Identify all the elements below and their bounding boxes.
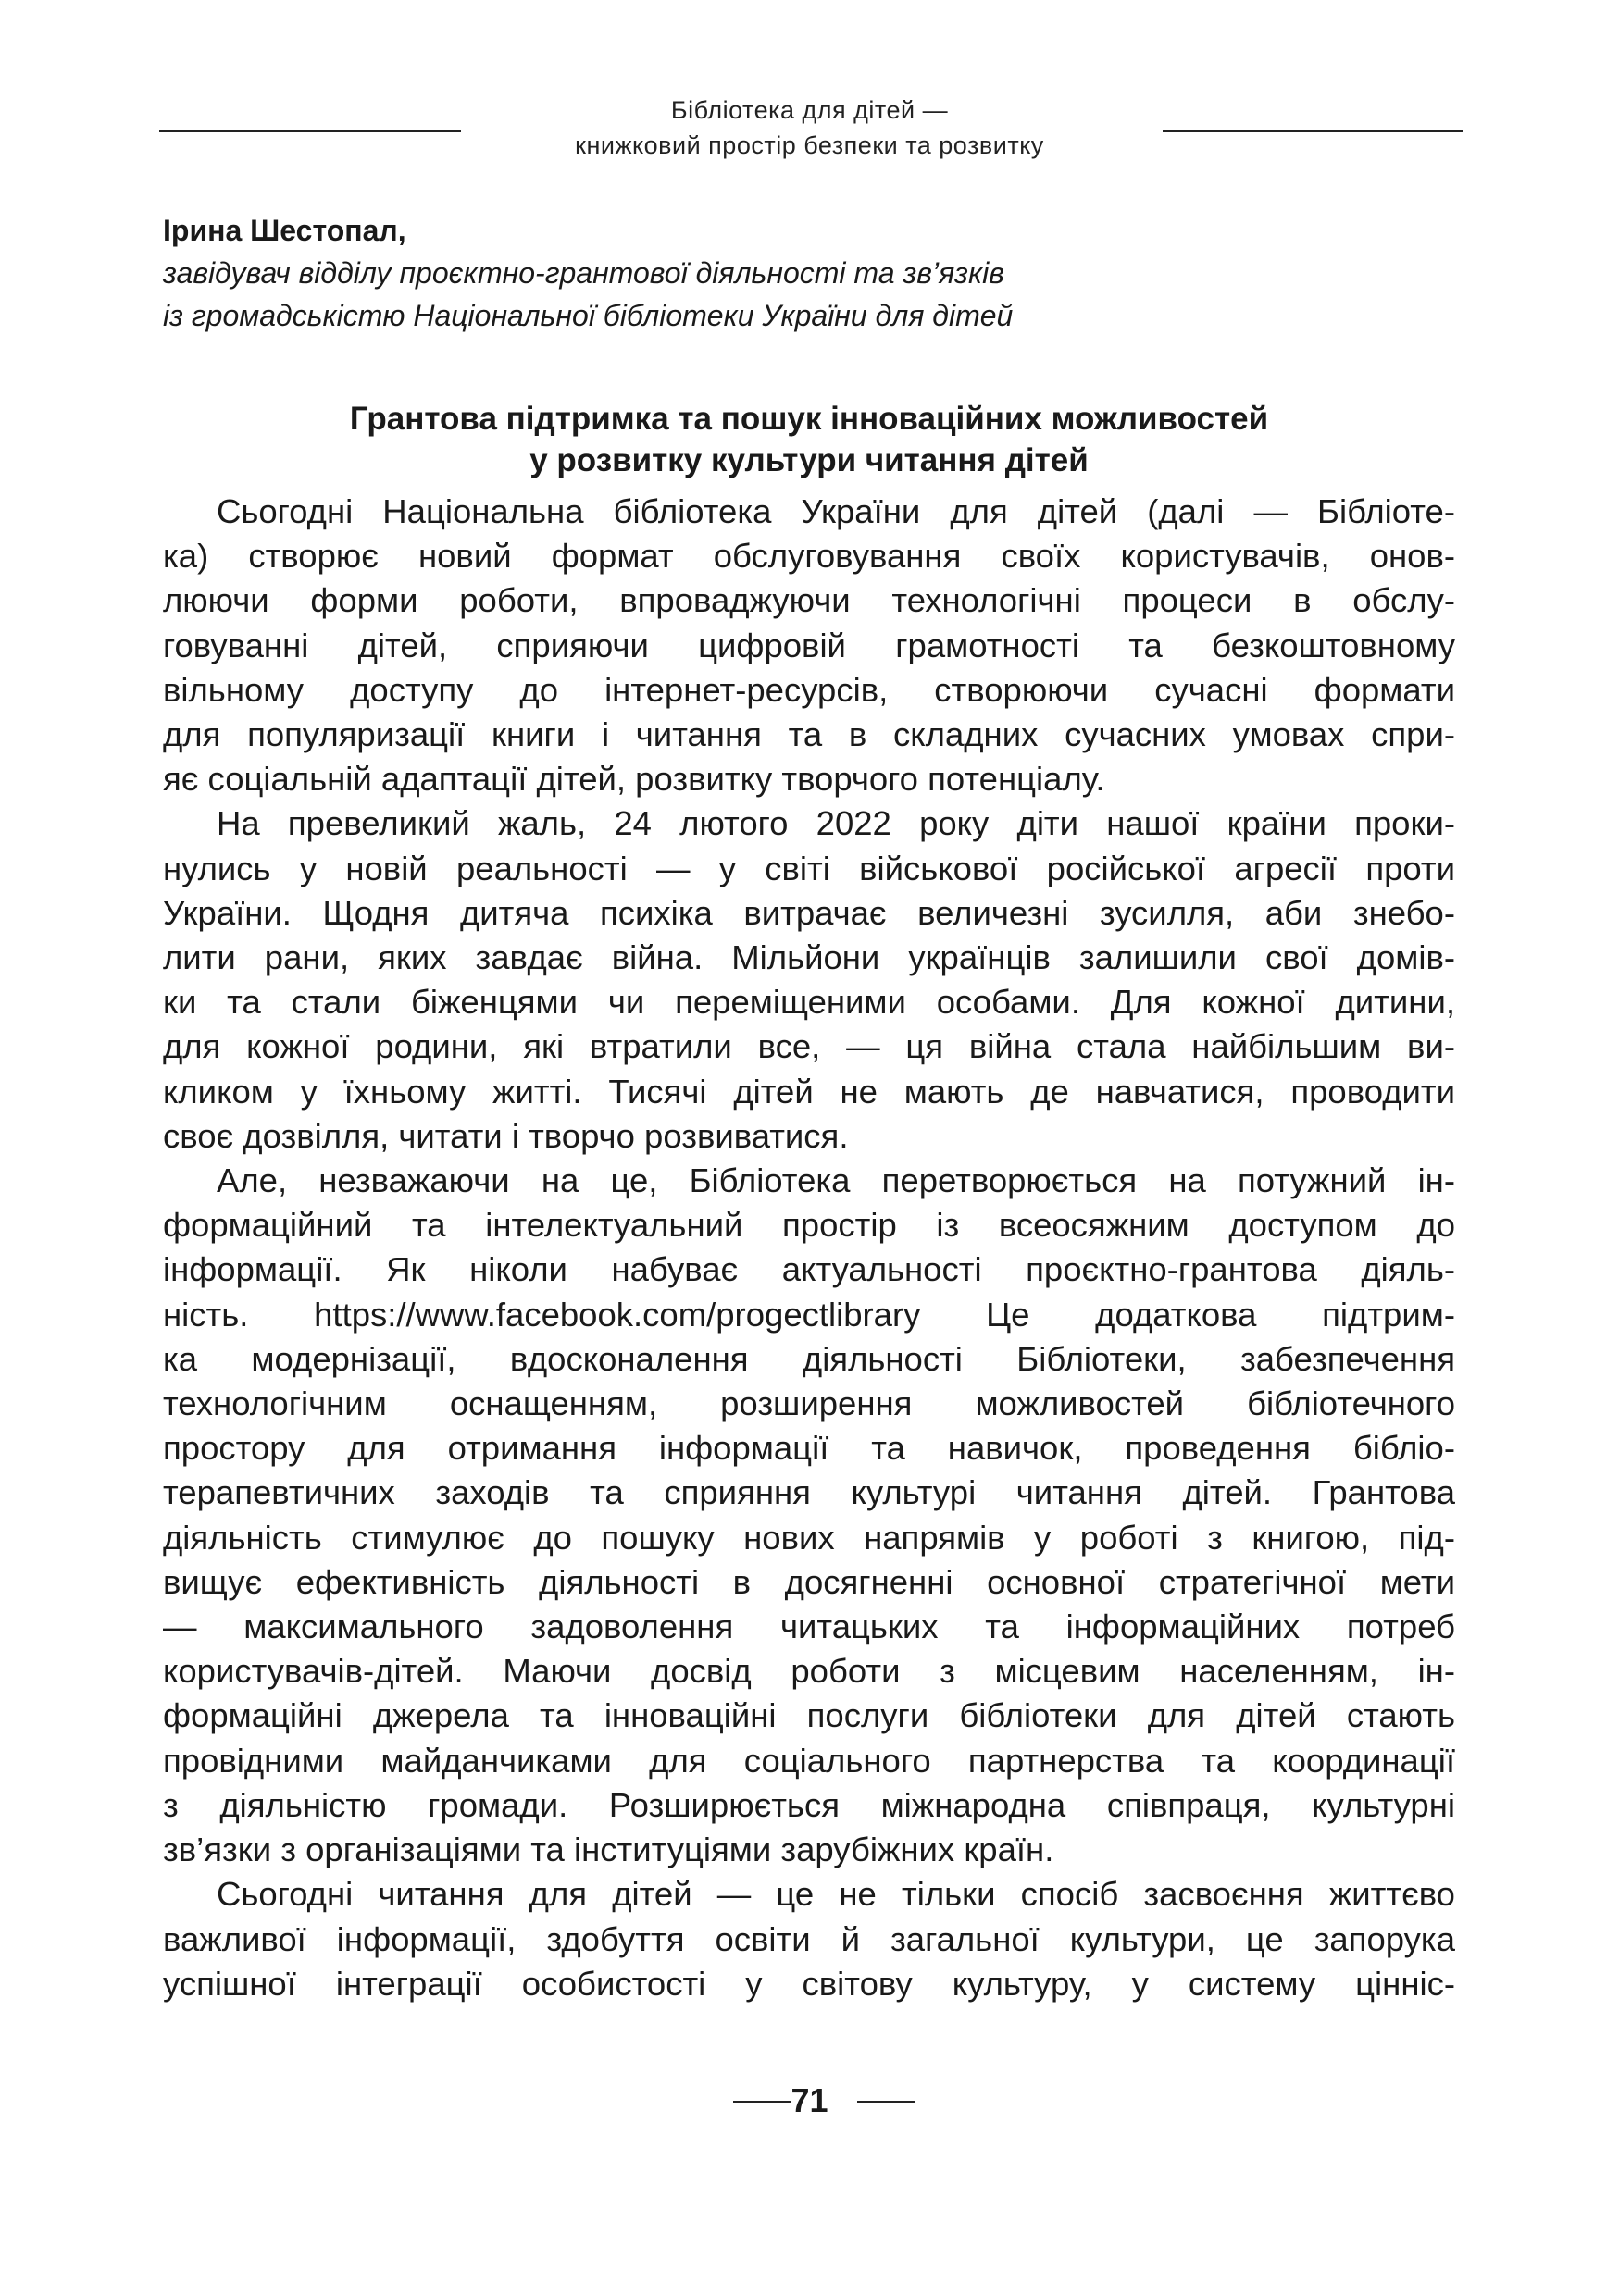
author-block [163, 209, 1459, 337]
author-position-line-1: завідувач відділу проєктно-грантової діяльності та зв’язків [163, 256, 1004, 290]
body-line: технологічним оснащенням, розширення можливостей бібліотечного [163, 1384, 1455, 1423]
body-line: люючи форми роботи, впроваджуючи технологічні процеси в обслу- [163, 581, 1455, 620]
body-line: говуванні дітей, сприяючи цифровій грамотності та безкоштовному [163, 626, 1455, 664]
article-title-line-2: у розвитку культури читання дітей [529, 442, 1089, 478]
article-title-line-1: Грантова підтримка та пошук інноваційних можливостей [349, 401, 1269, 437]
body-line: простору для отримання інформації та навичок, проведення бібліо- [163, 1429, 1455, 1468]
page-footer [0, 2082, 1619, 2119]
body-line: для популяризації книги і читання та в складних сучасних умовах спри- [163, 715, 1455, 754]
body-line: важливої інформації, здобуття освіти й загальної культури, це запорука [163, 1919, 1455, 1958]
body-line: інформації. Як ніколи набуває актуальності проєктно-грантова діяль- [163, 1250, 1455, 1289]
body-line: Сьогодні Національна бібліотека України для дітей (далі — Бібліоте- [217, 492, 1455, 530]
body-line: зв’язки з організаціями та інституціями зарубіжних країн. [163, 1831, 1054, 1869]
body-line: — максимального задоволення читацьких та інформаційних потреб [163, 1607, 1455, 1646]
body-line: На превеликий жаль, 24 лютого 2022 року діти нашої країни проки- [217, 804, 1455, 843]
body-line: ки та стали біженцями чи переміщеними особами. Для кожної дитини, [163, 983, 1455, 1022]
author-position-line-2: із громадськістю Національної бібліотеки України для дітей [163, 299, 1014, 332]
body-line: яє соціальній адаптації дітей, розвитку творчого потенціалу. [163, 760, 1105, 799]
running-head-line-2: книжковий простір безпеки та розвитку [575, 131, 1044, 159]
body-line: своє дозвілля, читати і творчо розвиватися. [163, 1116, 849, 1155]
body-line-with-link[interactable]: ність. https://www.facebook.com/progectlibrary Це додаткова підтрим- [163, 1295, 1455, 1334]
running-head [0, 93, 1619, 163]
body-line: кликом у їхньому житті. Тисячі дітей не мають де навчатися, проводити [163, 1072, 1455, 1111]
page-number: 71 [791, 2081, 828, 2119]
article-body [163, 490, 1455, 2006]
body-line: провідними майданчиками для соціального партнерства та координації [163, 1741, 1455, 1780]
body-line: ка) створює новий формат обслуговування своїх користувачів, онов- [163, 537, 1455, 576]
body-line: ка модернізації, вдосконалення діяльності Бібліотеки, забезпечення [163, 1339, 1455, 1378]
body-line: вільному доступу до інтернет-ресурсів, створюючи сучасні формати [163, 670, 1455, 709]
article-title [163, 398, 1455, 481]
body-line: з діяльністю громади. Розширюється міжнародна співпраця, культурні [163, 1785, 1455, 1824]
running-head-line-1: Бібліотека для дітей — [670, 96, 949, 124]
body-line: діяльність стимулює до пошуку нових напрямів у роботі з книгою, під- [163, 1518, 1455, 1557]
page-number-dash-right [857, 2101, 915, 2103]
body-line: формаційні джерела та інноваційні послуги бібліотеки для дітей стають [163, 1696, 1455, 1735]
body-line: формаційний та інтелектуальний простір із всеосяжним доступом до [163, 1206, 1455, 1245]
body-line: успішної інтеграції особистості у світову культуру, у систему цінніс- [163, 1964, 1455, 2003]
body-line: вищує ефективність діяльності в досягненні основної стратегічної мети [163, 1562, 1455, 1601]
body-line: Сьогодні читання для дітей — це не тільки спосіб засвоєння життєво [217, 1875, 1455, 1914]
author-name: Ірина Шестопал, [163, 214, 406, 247]
body-line: терапевтичних заходів та сприяння культурі читання дітей. Грантова [163, 1473, 1455, 1512]
body-line: користувачів-дітей. Маючи досвід роботи з місцевим населенням, ін- [163, 1652, 1455, 1691]
body-line: України. Щодня дитяча психіка витрачає величезні зусилля, аби знебо- [163, 893, 1455, 932]
body-line: лити рани, яких завдає війна. Мільйони українців залишили свої домів- [163, 938, 1455, 977]
body-line: Але, незважаючи на це, Бібліотека перетворюється на потужний ін- [217, 1161, 1455, 1200]
body-line: нулись у новій реальності — у світі військової російської агресії проти [163, 849, 1455, 887]
body-line: для кожної родини, які втратили все, — ця війна стала найбільшим ви- [163, 1027, 1455, 1066]
